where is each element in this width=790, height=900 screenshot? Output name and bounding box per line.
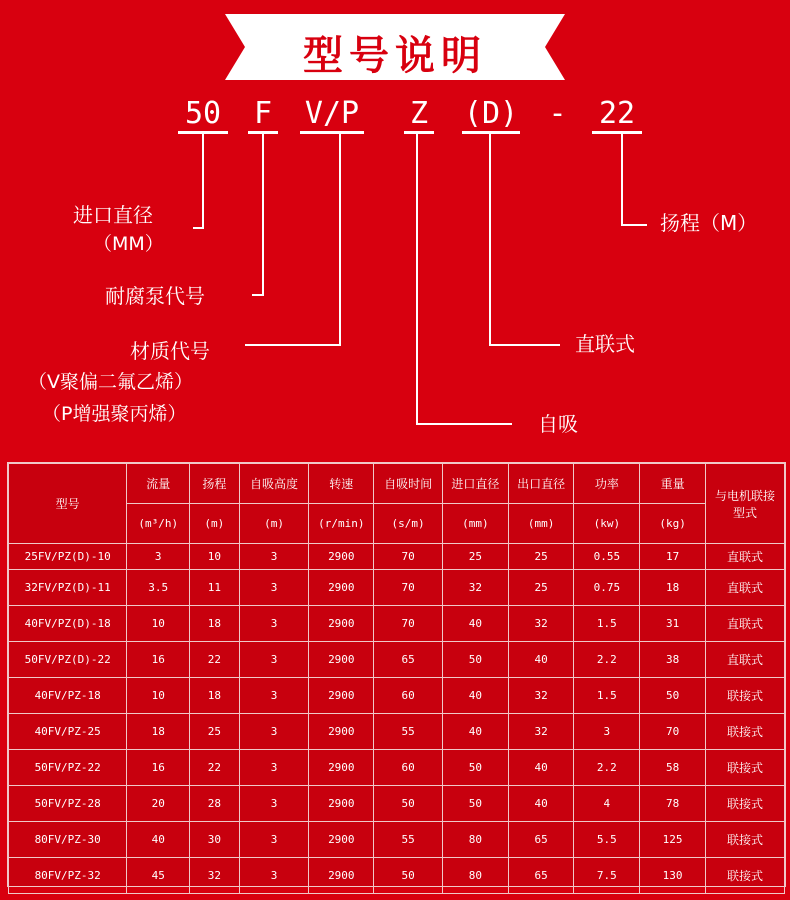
code-part-self-priming: Z [409, 96, 429, 131]
cell-power: 0.55 [574, 544, 640, 570]
th-head: 扬程 [190, 464, 240, 504]
cell-model: 25FV/PZ(D)-10 [9, 544, 127, 570]
table-row [9, 678, 785, 714]
code-part-dash: - [548, 96, 567, 131]
label-material: 材质代号 [130, 339, 210, 363]
cell-mount-type: 联接式 [705, 822, 784, 858]
cell-speed: 2900 [309, 642, 374, 678]
cell-inlet-dia: 25 [442, 544, 508, 570]
cell-power: 0.75 [574, 570, 640, 606]
cell-mount-type: 联接式 [705, 786, 784, 822]
cell-mount-type: 直联式 [705, 642, 784, 678]
cell-mount-type: 直联式 [705, 544, 784, 570]
label-pump-code: 耐腐泵代号 [105, 284, 205, 308]
cell-flow: 10 [127, 678, 190, 714]
cell-flow: 16 [127, 642, 190, 678]
cell-mount-type: 联接式 [705, 750, 784, 786]
cell-priming-time: 60 [374, 750, 443, 786]
th-outlet-dia: 出口直径 [508, 464, 574, 504]
th-power: 功率 [574, 464, 640, 504]
cell-inlet-dia: 40 [442, 678, 508, 714]
cell-model: 40FV/PZ-18 [9, 678, 127, 714]
cell-outlet-dia: 32 [508, 606, 574, 642]
unit-outlet-dia: (mm) [508, 504, 574, 544]
th-suction-height: 自吸高度 [239, 464, 309, 504]
cell-priming-time: 70 [374, 606, 443, 642]
cell-speed: 2900 [309, 858, 374, 894]
cell-weight: 125 [640, 822, 706, 858]
cell-speed: 2900 [309, 822, 374, 858]
code-part-inlet: 50 [184, 96, 222, 131]
cell-inlet-dia: 80 [442, 822, 508, 858]
unit-head: (m) [190, 504, 240, 544]
cell-speed: 2900 [309, 714, 374, 750]
cell-power: 7.5 [574, 858, 640, 894]
cell-speed: 2900 [309, 786, 374, 822]
cell-power: 3 [574, 714, 640, 750]
cell-priming-time: 70 [374, 544, 443, 570]
cell-flow: 10 [127, 606, 190, 642]
unit-weight: (kg) [640, 504, 706, 544]
cell-suction-height: 3 [239, 750, 309, 786]
table-row [9, 570, 785, 606]
cell-head: 11 [190, 570, 240, 606]
code-part-direct: (D) [463, 96, 519, 131]
cell-mount-type: 联接式 [705, 678, 784, 714]
cell-weight: 130 [640, 858, 706, 894]
spec-table-container [7, 462, 786, 887]
cell-flow: 20 [127, 786, 190, 822]
code-part-head: 22 [598, 96, 636, 131]
cell-outlet-dia: 65 [508, 858, 574, 894]
table-row [9, 750, 785, 786]
cell-suction-height: 3 [239, 642, 309, 678]
cell-flow: 3.5 [127, 570, 190, 606]
unit-priming-time: (s/m) [374, 504, 443, 544]
cell-speed: 2900 [309, 678, 374, 714]
cell-flow: 18 [127, 714, 190, 750]
th-mount-line1: 与电机联接 [714, 488, 775, 503]
cell-speed: 2900 [309, 570, 374, 606]
cell-flow: 45 [127, 858, 190, 894]
cell-head: 30 [190, 822, 240, 858]
code-part-material: V/P [304, 96, 360, 131]
cell-mount-type: 直联式 [705, 606, 784, 642]
cell-outlet-dia: 40 [508, 786, 574, 822]
code-part-pump: F [253, 96, 273, 131]
cell-suction-height: 3 [239, 570, 309, 606]
connector-pump [252, 134, 263, 295]
cell-power: 4 [574, 786, 640, 822]
cell-outlet-dia: 25 [508, 570, 574, 606]
cell-weight: 70 [640, 714, 706, 750]
cell-speed: 2900 [309, 606, 374, 642]
label-inlet: 进口直径 [73, 203, 153, 227]
th-model: 型号 [9, 464, 127, 544]
cell-priming-time: 70 [374, 570, 443, 606]
cell-weight: 58 [640, 750, 706, 786]
cell-weight: 17 [640, 544, 706, 570]
cell-outlet-dia: 65 [508, 822, 574, 858]
th-priming-time: 自吸时间 [374, 464, 443, 504]
cell-inlet-dia: 40 [442, 606, 508, 642]
cell-outlet-dia: 40 [508, 750, 574, 786]
cell-weight: 31 [640, 606, 706, 642]
cell-outlet-dia: 40 [508, 642, 574, 678]
cell-power: 2.2 [574, 750, 640, 786]
cell-priming-time: 55 [374, 714, 443, 750]
th-flow: 流量 [127, 464, 190, 504]
table-header-row [9, 464, 785, 504]
table-row [9, 606, 785, 642]
cell-priming-time: 65 [374, 642, 443, 678]
unit-speed: (r/min) [309, 504, 374, 544]
cell-weight: 18 [640, 570, 706, 606]
connector-direct [490, 134, 560, 345]
cell-head: 22 [190, 642, 240, 678]
spec-table-body [9, 544, 785, 894]
cell-flow: 40 [127, 822, 190, 858]
cell-outlet-dia: 32 [508, 678, 574, 714]
cell-outlet-dia: 32 [508, 714, 574, 750]
cell-head: 10 [190, 544, 240, 570]
cell-inlet-dia: 32 [442, 570, 508, 606]
unit-suction-height: (m) [239, 504, 309, 544]
label-material-p: （P增强聚丙烯） [42, 403, 187, 425]
cell-weight: 50 [640, 678, 706, 714]
cell-priming-time: 55 [374, 822, 443, 858]
connector-self-priming [417, 134, 512, 424]
cell-suction-height: 3 [239, 678, 309, 714]
cell-speed: 2900 [309, 544, 374, 570]
label-inlet-unit: （MM） [93, 233, 164, 255]
table-row [9, 858, 785, 894]
table-row [9, 786, 785, 822]
cell-head: 28 [190, 786, 240, 822]
connector-head [622, 134, 647, 225]
cell-head: 22 [190, 750, 240, 786]
connector-material [245, 134, 340, 345]
table-row [9, 544, 785, 570]
cell-inlet-dia: 80 [442, 858, 508, 894]
th-mount-line2: 型式 [732, 505, 757, 520]
cell-suction-height: 3 [239, 858, 309, 894]
spec-table [8, 463, 785, 894]
cell-outlet-dia: 25 [508, 544, 574, 570]
cell-model: 50FV/PZ-22 [9, 750, 127, 786]
page-title: 型号说明 [303, 32, 487, 79]
unit-flow: (m³/h) [127, 504, 190, 544]
cell-weight: 78 [640, 786, 706, 822]
connector-inlet [193, 134, 203, 228]
th-speed: 转速 [309, 464, 374, 504]
cell-head: 32 [190, 858, 240, 894]
cell-suction-height: 3 [239, 786, 309, 822]
cell-model: 80FV/PZ-32 [9, 858, 127, 894]
cell-head: 18 [190, 606, 240, 642]
label-self-priming: 自吸 [538, 412, 578, 436]
table-row [9, 714, 785, 750]
th-mount-type [705, 464, 784, 544]
cell-model: 50FV/PZ(D)-22 [9, 642, 127, 678]
th-weight: 重量 [640, 464, 706, 504]
cell-head: 18 [190, 678, 240, 714]
cell-model: 50FV/PZ-28 [9, 786, 127, 822]
label-direct: 直联式 [575, 332, 635, 356]
cell-weight: 38 [640, 642, 706, 678]
cell-model: 80FV/PZ-30 [9, 822, 127, 858]
cell-priming-time: 50 [374, 858, 443, 894]
cell-speed: 2900 [309, 750, 374, 786]
cell-power: 1.5 [574, 678, 640, 714]
cell-suction-height: 3 [239, 714, 309, 750]
cell-inlet-dia: 50 [442, 750, 508, 786]
cell-mount-type: 联接式 [705, 714, 784, 750]
cell-model: 32FV/PZ(D)-11 [9, 570, 127, 606]
cell-priming-time: 60 [374, 678, 443, 714]
cell-flow: 3 [127, 544, 190, 570]
unit-inlet-dia: (mm) [442, 504, 508, 544]
cell-mount-type: 直联式 [705, 570, 784, 606]
cell-flow: 16 [127, 750, 190, 786]
unit-power: (kw) [574, 504, 640, 544]
cell-power: 2.2 [574, 642, 640, 678]
cell-power: 1.5 [574, 606, 640, 642]
cell-model: 40FV/PZ-25 [9, 714, 127, 750]
cell-priming-time: 50 [374, 786, 443, 822]
cell-inlet-dia: 40 [442, 714, 508, 750]
table-row [9, 822, 785, 858]
cell-suction-height: 3 [239, 544, 309, 570]
label-head: 扬程（M） [660, 211, 758, 235]
th-inlet-dia: 进口直径 [442, 464, 508, 504]
cell-head: 25 [190, 714, 240, 750]
cell-model: 40FV/PZ(D)-18 [9, 606, 127, 642]
label-material-v: （V聚偏二氟乙烯） [28, 371, 193, 393]
cell-power: 5.5 [574, 822, 640, 858]
cell-suction-height: 3 [239, 606, 309, 642]
table-row [9, 642, 785, 678]
cell-mount-type: 联接式 [705, 858, 784, 894]
cell-suction-height: 3 [239, 822, 309, 858]
cell-inlet-dia: 50 [442, 642, 508, 678]
cell-inlet-dia: 50 [442, 786, 508, 822]
